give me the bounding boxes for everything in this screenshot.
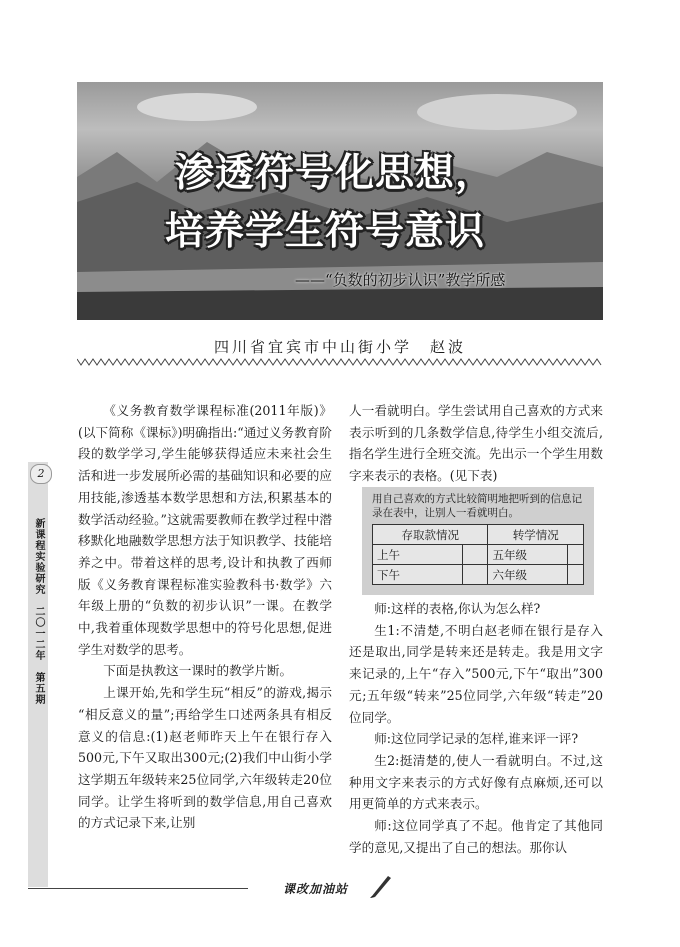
- page-number: 2: [30, 464, 52, 484]
- student-table-photo: [362, 487, 594, 595]
- title-line-1: 渗透符号化思想，: [175, 151, 496, 196]
- left-column: [78, 400, 332, 834]
- table-cell: 六年级: [488, 565, 567, 585]
- table-cell: 五年级: [488, 545, 567, 565]
- paragraph: 上课开始,先和学生玩“相反”的游戏,揭示 “相反意义的量”;再给学生口述两条具有相反意义的信息:(1)赵老师昨天上午在银行存入500元,下午又取出300元;(2)我们中山街小学这学期五年级转来25位同学,六年级转走20位同学。让学生将听到的数学信息,用自己喜欢的方式记录下来,让别: [78, 685, 332, 831]
- table-header-cell: 存取款情况: [373, 525, 488, 545]
- column-name: 课改加油站: [283, 882, 349, 896]
- footer-rule: [28, 888, 248, 889]
- author-line: 四川省宜宾市中山街小学 赵波: [213, 338, 466, 356]
- paragraph: 师:这位同学真了不起。他肯定了其他同学的意见,又提出了自己的想法。那你认: [349, 818, 603, 855]
- article-banner: [77, 82, 603, 320]
- article-subtitle: ——“负数的初步认识”教学所感: [295, 271, 506, 289]
- table-cell: 上午: [373, 545, 463, 565]
- table-instruction: 用自己喜欢的方式比较简明地把听到的信息记录在表中，让别人一看就明白。: [372, 493, 582, 519]
- journal-issue: 新课程实验研究 二〇一二年 第五期: [33, 518, 44, 705]
- table-header-cell: 转学情况: [488, 525, 584, 545]
- title-line-2: 培养学生符号意识: [165, 209, 486, 254]
- student-table: [372, 524, 584, 585]
- paragraph: 师:这位同学记录的怎样,谁来评一评?: [374, 731, 579, 747]
- table-cell: 下午: [373, 565, 463, 585]
- table-cell: [567, 545, 583, 565]
- right-column-top: [349, 400, 603, 487]
- zigzag-divider: [77, 358, 603, 366]
- table-cell: [567, 565, 583, 585]
- paragraph: 师:这样的表格,你认为怎么样?: [374, 601, 541, 616]
- paragraph: 人一看就明白。学生尝试用自己喜欢的方式来表示听到的几条数学信息,待学生小组交流后,指名学生进行全班交流。先出示一个学生用数字来表示的表格。(见下表): [349, 403, 603, 484]
- table-row: [373, 525, 584, 545]
- paragraph: 下面是执教这一课时的教学片断。: [103, 663, 293, 679]
- right-column-bottom: [349, 598, 603, 858]
- paragraph: 生2:挺清楚的,使人一看就明白。不过,这种用文字来表示的方式好像有点麻烦,还可以用更简单的方式来表示。: [349, 752, 603, 812]
- table-row: [373, 565, 584, 585]
- paragraph: 《义务教育数学课程标准(2011年版)》(以下简称《课标》)明确指出:“通过义务教育阶段的数学学习,学生能够获得适应未来社会生活和进一步发展所必需的基础知识和必要的应用技能,渗透基本数学思想和方法,积累基本的数学活动经验。”这就需要教师在教学过程中潜移默化地融数学思想方法于知识教学、技能培养之中。带着这样的思考,设计和执教了西师版《义务教育课程标准实验教科书·数学》六年级上册的“负数的初步认识”一课。在教学中,我着重体现数学思想中的符号化思想,促进学生对数学的思考。: [78, 403, 332, 657]
- table-row: [373, 545, 584, 565]
- paragraph: 生1:不清楚,不明白赵老师在银行是存入还是取出,同学是转来还是转走。我是用文字来记录的,上午“存入”500元,下午“取出”300元;五年级“转来”25位同学,六年级“转走”20位同学。: [349, 622, 603, 725]
- pen-icon: [368, 872, 394, 898]
- table-cell: [463, 565, 488, 585]
- table-cell: [463, 545, 488, 565]
